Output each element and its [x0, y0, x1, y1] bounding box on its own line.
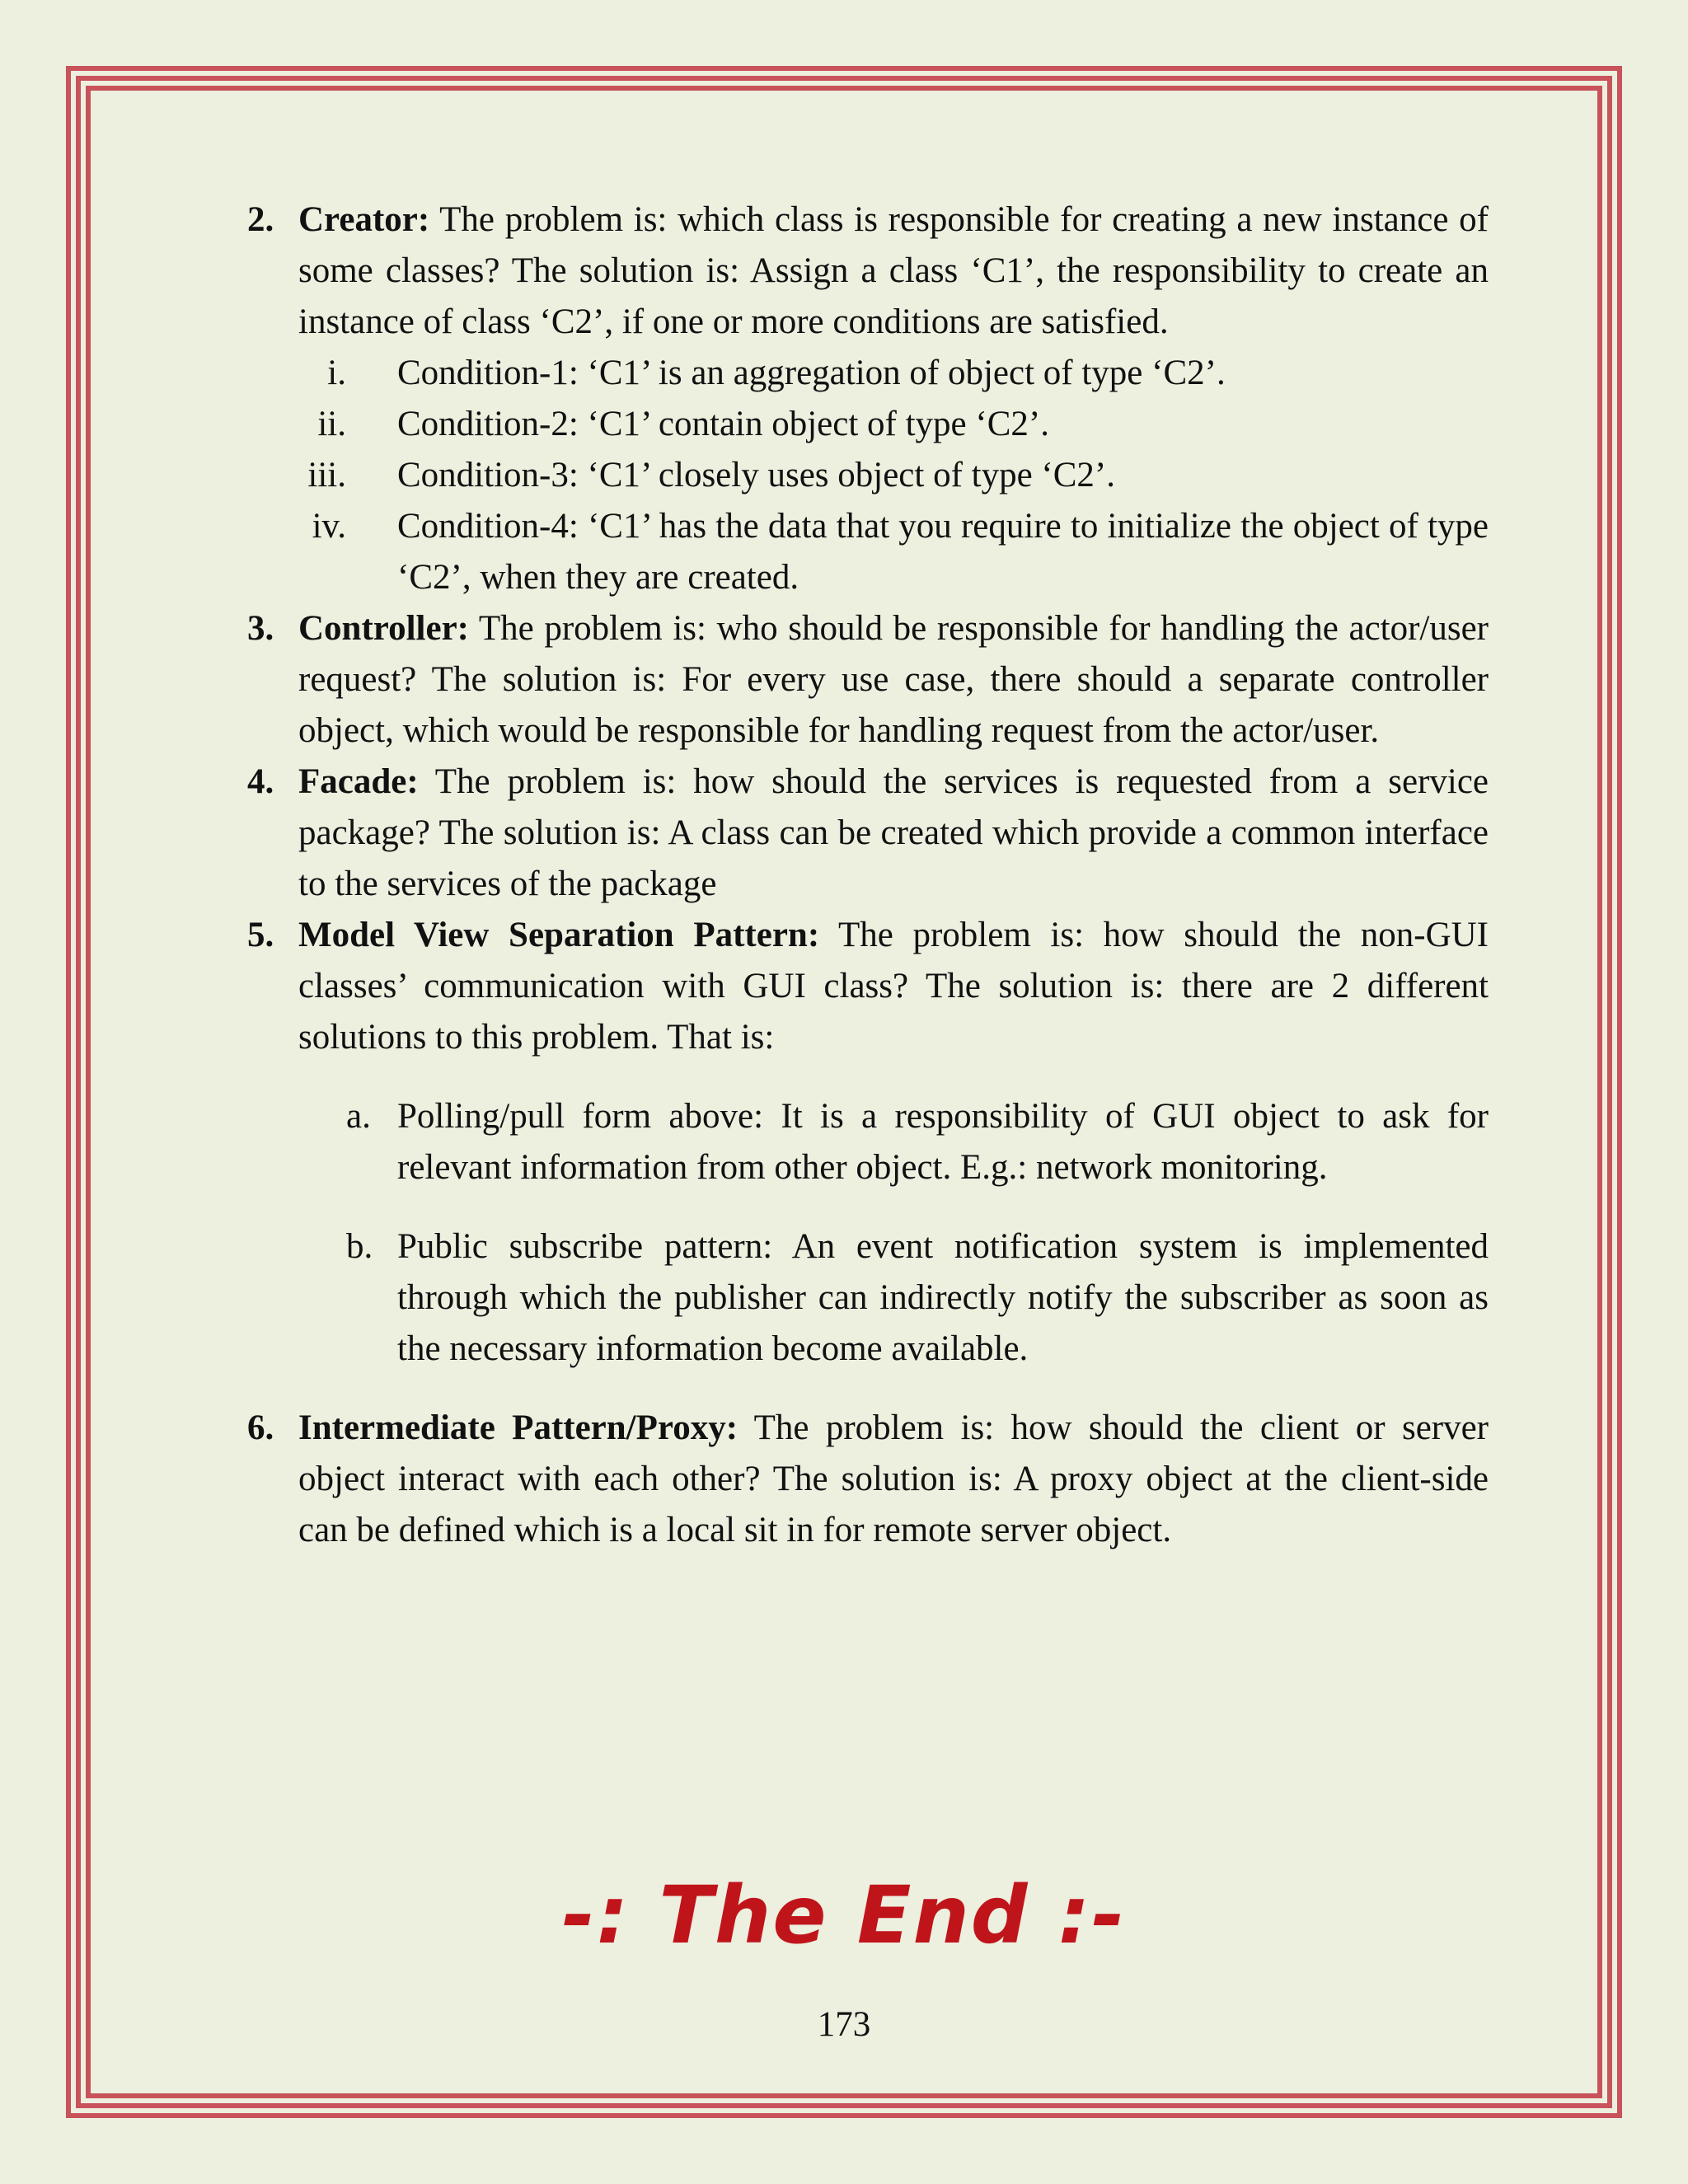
option-text: Polling/pull form above: It is a responsibility of GUI object to ask for relevant information from other object. E.g.: network monitoring.: [397, 1097, 1489, 1187]
item-number: 3.: [247, 609, 274, 648]
condition-text: Condition-2: ‘C1’ contain object of type ‘C2’.: [397, 405, 1049, 443]
item-text: The problem is: how should the non-GUI classes’ communication with GUI class? The solution is: there are 2 different solutions to this problem. That is:: [298, 916, 1489, 1057]
item-heading: Intermediate Pattern/Proxy:: [298, 1408, 738, 1447]
condition-item: [247, 348, 1489, 399]
item-heading: Creator:: [298, 200, 430, 239]
closing-title: -: The End :-: [561, 1869, 1127, 1961]
option-letter: b.: [346, 1227, 373, 1266]
condition-text: Condition-4: ‘C1’ has the data that you require to initialize the object of type ‘C2’, when they are created.: [397, 507, 1489, 597]
item-text: The problem is: which class is responsible for creating a new instance of some classes? The solution is: Assign a class ‘C1’, the responsibility to create an instance of class ‘C2’, if one or more conditions are satisfied.: [298, 200, 1489, 341]
list-item-intermediate-proxy: [247, 1403, 1489, 1556]
item-number: 2.: [247, 200, 274, 239]
condition-text: Condition-3: ‘C1’ closely uses object of type ‘C2’.: [397, 456, 1116, 494]
option-letter: a.: [346, 1097, 371, 1136]
page-number: 173: [817, 2005, 871, 2044]
item-text: The problem is: how should the services is requested from a service package? The solution is: A class can be created which provide a common interface to the services of the package: [298, 762, 1489, 903]
list-item-creator: [247, 194, 1489, 348]
item-number: 5.: [247, 916, 274, 954]
page-content: [247, 194, 1489, 1556]
item-heading: Facade:: [298, 762, 419, 801]
condition-item: [247, 399, 1489, 450]
roman-numeral: iv.: [312, 507, 346, 546]
item-number: 4.: [247, 762, 274, 801]
condition-text: Condition-1: ‘C1’ is an aggregation of object of type ‘C2’.: [397, 354, 1226, 392]
option-text: Public subscribe pattern: An event notification system is implemented through which the publisher can indirectly notify the subscriber as soon as the necessary information become available.: [397, 1227, 1489, 1368]
item-heading: Model View Separation Pattern:: [298, 916, 820, 954]
list-item-facade: [247, 757, 1489, 910]
condition-item: [247, 450, 1489, 501]
roman-numeral: i.: [327, 354, 346, 392]
item-number: 6.: [247, 1408, 274, 1447]
item-text: The problem is: who should be responsible for handling the actor/user request? The solution is: For every use case, there should a separate controller object, which would be responsible for handling request from the actor/user.: [298, 609, 1489, 750]
option-item: [247, 1221, 1489, 1375]
list-item-controller: [247, 603, 1489, 757]
option-item: [247, 1091, 1489, 1193]
roman-numeral: iii.: [307, 456, 346, 494]
item-text: The problem is: how should the client or server object interact with each other? The solution is: A proxy object at the client-side can be defined which is a local sit in for remote server object.: [298, 1408, 1489, 1549]
condition-item: [247, 501, 1489, 603]
item-heading: Controller:: [298, 609, 469, 648]
roman-numeral: ii.: [317, 405, 346, 443]
list-item-model-view-separation: [247, 910, 1489, 1063]
